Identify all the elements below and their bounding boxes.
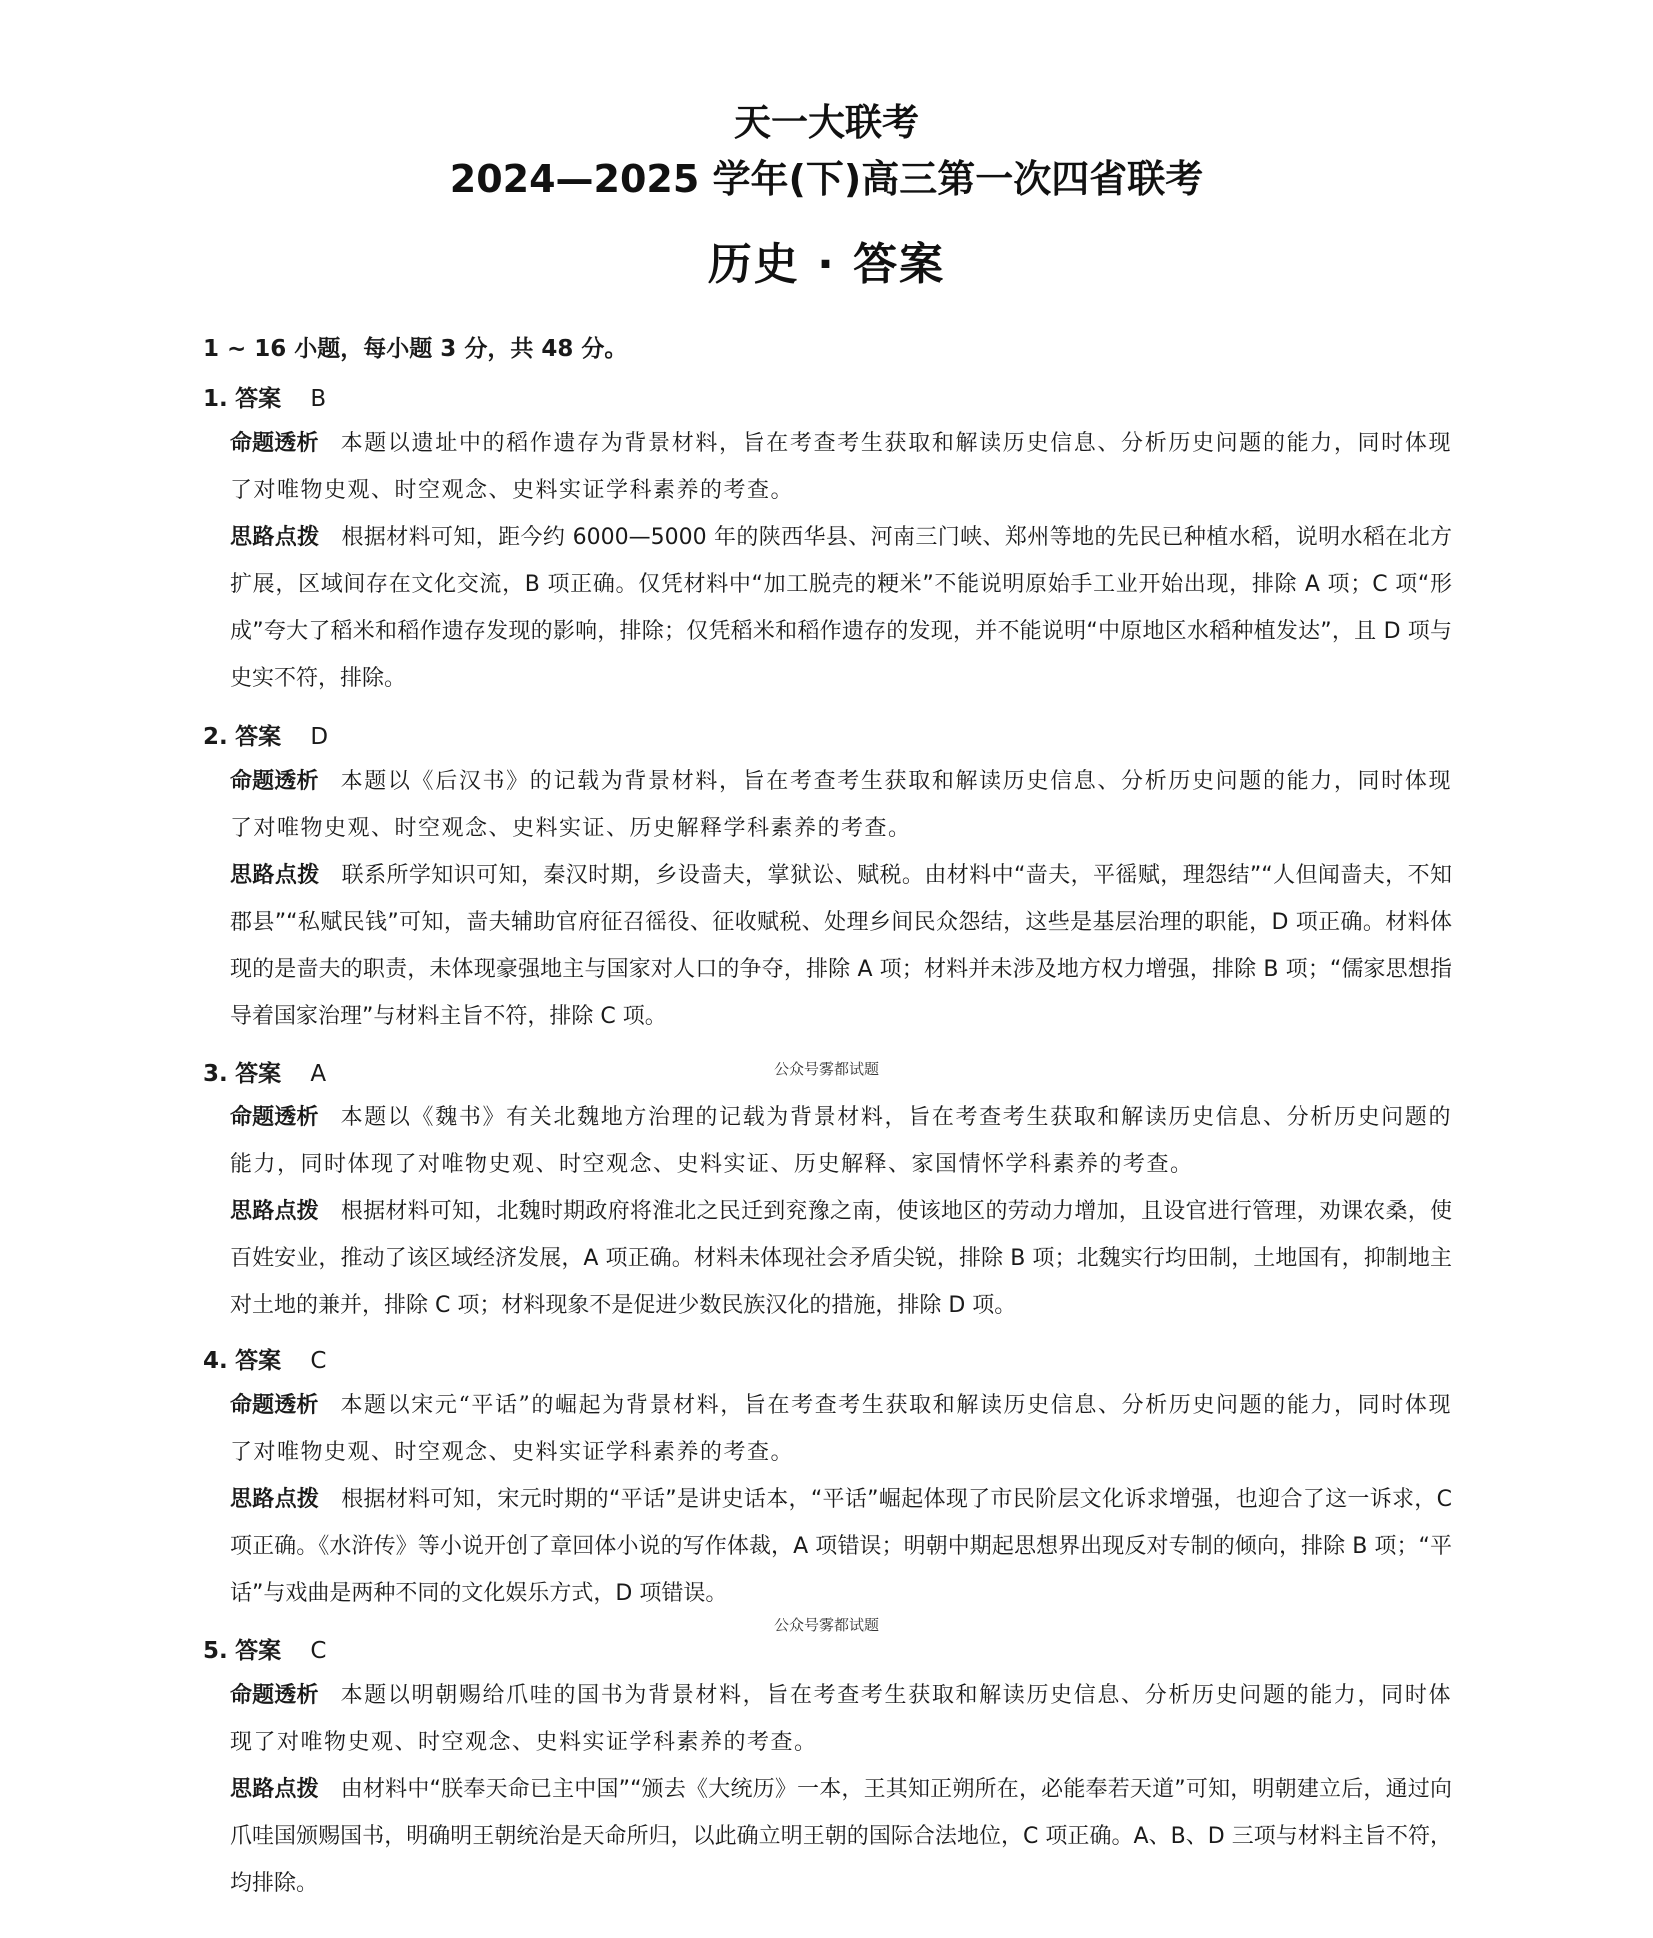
answer-label: 答案	[235, 1348, 282, 1374]
question-number: 2.	[203, 724, 228, 750]
question-1-hint	[230, 514, 1452, 702]
analysis-label: 命题透析	[230, 1393, 319, 1418]
analysis-label: 命题透析	[230, 769, 319, 794]
watermark-text: 公众号雾都试题	[773, 1616, 879, 1634]
watermark-text: 公众号雾都试题	[773, 1060, 879, 1078]
answer-label: 答案	[235, 724, 282, 750]
question-2-header	[203, 718, 328, 751]
analysis-label: 命题透析	[230, 431, 319, 456]
hint-text: 由材料中“朕奉天命已主中国”“颁去《大统历》一本，王其知正朔所在，必能奉若天道”可知，明朝建立后，通过向爪哇国颁赐国书，明确明王朝统治是天命所归，以此确立明王朝的国际合法地位，C 项正确。A、B、D 三项与材料主旨不符，均排除。	[230, 1777, 1452, 1896]
answer-value: A	[310, 1061, 327, 1087]
analysis-label: 命题透析	[230, 1105, 319, 1130]
hint-text: 根据材料可知，宋元时期的“平话”是讲史话本，“平话”崛起体现了市民阶层文化诉求增强，也迎合了这一诉求，C 项正确。《水浒传》等小说开创了章回体小说的写作体裁，A 项错误；明朝中期起思想界出现反对专制的倾向，排除 B 项；“平话”与戏曲是两种不同的文化娱乐方式，D 项错误。	[230, 1487, 1452, 1606]
analysis-text: 本题以《魏书》有关北魏地方治理的记载为背景材料，旨在考查考生获取和解读历史信息、分析历史问题的能力，同时体现了对唯物史观、时空观念、史料实证、历史解释、家国情怀学科素养的考查。	[230, 1105, 1452, 1177]
hint-text: 联系所学知识可知，秦汉时期，乡设啬夫，掌狱讼、赋税。由材料中“啬夫，平徭赋，理怨结”“人但闻啬夫，不知郡县”“私赋民钱”可知，啬夫辅助官府征召徭役、征收赋税、处理乡间民众怨结，这些是基层治理的职能，D 项正确。材料体现的是啬夫的职责，未体现豪强地主与国家对人口的争夺，排除 A 项；材料并未涉及地方权力增强，排除 B 项；“儒家思想指导着国家治理”与材料主旨不符，排除 C 项。	[230, 863, 1452, 1029]
hint-label: 思路点拨	[230, 863, 320, 888]
question-3-analysis	[230, 1094, 1452, 1188]
question-5-analysis	[230, 1672, 1452, 1766]
hint-label: 思路点拨	[230, 1199, 319, 1224]
question-4-header	[203, 1342, 326, 1375]
exam-session-title: 2024—2025 学年(下)高三第一次四省联考	[449, 157, 1204, 201]
question-1-header	[203, 380, 326, 413]
question-3-hint	[230, 1188, 1452, 1329]
hint-text: 根据材料可知，距今约 6000—5000 年的陕西华县、河南三门峡、郑州等地的先民已种植水稻，说明水稻在北方扩展，区域间存在文化交流，B 项正确。仅凭材料中“加工脱壳的粳米”不能说明原始手工业开始出现，排除 A 项；C 项“形成”夸大了稻米和稻作遗存发现的影响，排除；仅凭稻米和稻作遗存的发现，并不能说明“中原地区水稻种植发达”，且 D 项与史实不符，排除。	[230, 525, 1452, 691]
analysis-label: 命题透析	[230, 1683, 319, 1708]
question-2-analysis	[230, 758, 1452, 852]
exam-organizer-title: 天一大联考	[734, 101, 919, 144]
question-number: 1.	[203, 386, 228, 412]
question-4-hint	[230, 1476, 1452, 1617]
question-1-analysis	[230, 420, 1452, 514]
hint-text: 根据材料可知，北魏时期政府将淮北之民迁到兖豫之南，使该地区的劳动力增加，且设官进行管理，劝课农桑，使百姓安业，推动了该区域经济发展，A 项正确。材料未体现社会矛盾尖锐，排除 B 项；北魏实行均田制，土地国有，抑制地主对土地的兼并，排除 C 项；材料现象不是促进少数民族汉化的措施，排除 D 项。	[230, 1199, 1452, 1318]
hint-label: 思路点拨	[230, 525, 320, 550]
answer-label: 答案	[235, 386, 282, 412]
analysis-text: 本题以宋元“平话”的崛起为背景材料，旨在考查考生获取和解读历史信息、分析历史问题的能力，同时体现了对唯物史观、时空观念、史料实证学科素养的考查。	[230, 1393, 1452, 1465]
question-number: 3.	[203, 1061, 228, 1087]
answer-value: B	[310, 386, 327, 412]
hint-label: 思路点拨	[230, 1487, 320, 1512]
answer-value: C	[310, 1638, 327, 1664]
question-2-hint	[230, 852, 1452, 1040]
question-5-header	[203, 1632, 326, 1665]
answer-label: 答案	[235, 1061, 282, 1087]
question-4-analysis	[230, 1382, 1452, 1476]
question-number: 5.	[203, 1638, 228, 1664]
analysis-text: 本题以《后汉书》的记载为背景材料，旨在考查考生获取和解读历史信息、分析历史问题的能力，同时体现了对唯物史观、时空观念、史料实证、历史解释学科素养的考查。	[230, 769, 1452, 841]
analysis-text: 本题以遗址中的稻作遗存为背景材料，旨在考查考生获取和解读历史信息、分析历史问题的能力，同时体现了对唯物史观、时空观念、史料实证学科素养的考查。	[230, 431, 1452, 503]
question-5-hint	[230, 1766, 1452, 1907]
subject-answer-title: 历史 · 答案	[707, 239, 946, 290]
hint-label: 思路点拨	[230, 1777, 319, 1802]
answer-value: C	[310, 1348, 327, 1374]
analysis-text: 本题以明朝赐给爪哇的国书为背景材料，旨在考查考生获取和解读历史信息、分析历史问题的能力，同时体现了对唯物史观、时空观念、史料实证学科素养的考查。	[230, 1683, 1452, 1755]
question-number: 4.	[203, 1348, 228, 1374]
answer-value: D	[310, 724, 329, 750]
scoring-intro: 1 ~ 16 小题，每小题 3 分，共 48 分。	[203, 336, 628, 362]
answer-label: 答案	[235, 1638, 282, 1664]
